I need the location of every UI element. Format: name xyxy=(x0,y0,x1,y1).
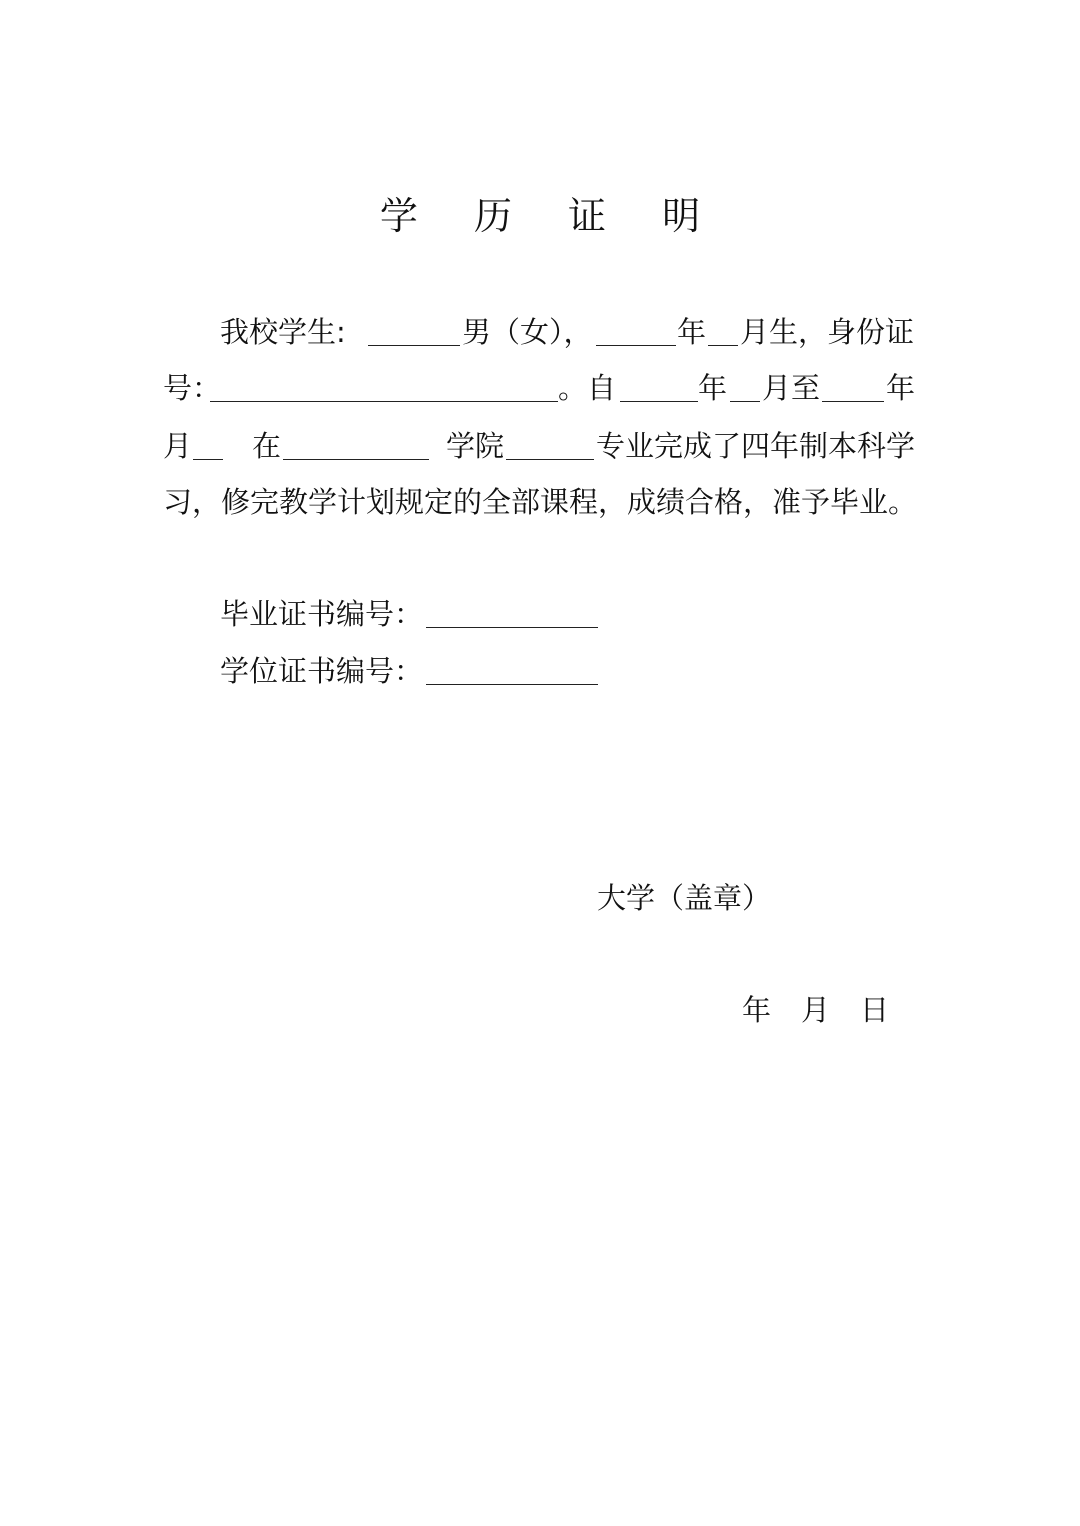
major-complete-label: 专业完成了四年制本科学 xyxy=(596,429,916,463)
graduation-cert-row xyxy=(0,594,1080,634)
start-year-blank[interactable] xyxy=(620,368,698,402)
date-month-label: 月 xyxy=(801,993,831,1027)
date-year-label: 年 xyxy=(742,993,772,1027)
degree-cert-row xyxy=(0,651,1080,691)
completion-text: 习，修完教学计划规定的全部课程，成绩合格，准予毕业。 xyxy=(163,485,918,519)
body-line-3 xyxy=(0,426,1080,466)
start-month-blank[interactable] xyxy=(730,368,760,402)
id-label: 号： xyxy=(163,371,222,405)
graduation-cert-label: 毕业证书编号： xyxy=(220,597,424,631)
body-line-2 xyxy=(0,368,1080,408)
end-year-label: 年 xyxy=(886,371,916,405)
end-month-blank[interactable] xyxy=(193,426,223,460)
at-label: 在 xyxy=(252,429,282,463)
student-prefix: 我校学生: xyxy=(220,315,346,349)
id-number-blank[interactable] xyxy=(210,368,558,402)
degree-cert-blank[interactable] xyxy=(426,651,598,685)
graduation-cert-blank[interactable] xyxy=(426,594,598,628)
birth-month-label: 月生，身份证 xyxy=(740,315,915,349)
page-title: 学 历 证 明 xyxy=(379,194,723,238)
body-line-4 xyxy=(0,482,1080,522)
college-label: 学院 xyxy=(446,429,505,463)
birth-year-blank[interactable] xyxy=(596,312,676,346)
body-line-1 xyxy=(0,312,1080,352)
start-year-label: 年 xyxy=(698,371,728,405)
date-row xyxy=(0,990,1080,1030)
gender-label: 男（女）， xyxy=(462,315,593,349)
university-blank[interactable] xyxy=(283,426,429,460)
to-label: 月至 xyxy=(762,371,821,405)
major-blank[interactable] xyxy=(506,426,594,460)
university-seal: 大学（盖章） xyxy=(597,881,772,915)
birth-year-label: 年 xyxy=(677,315,707,349)
end-year-blank[interactable] xyxy=(822,368,884,402)
from-label: 。自 xyxy=(558,371,617,405)
name-blank[interactable] xyxy=(368,312,460,346)
degree-cert-label: 学位证书编号： xyxy=(220,654,424,688)
birth-month-blank[interactable] xyxy=(708,312,738,346)
date-day-label: 日 xyxy=(860,993,890,1027)
end-month-label: 月 xyxy=(163,429,193,463)
